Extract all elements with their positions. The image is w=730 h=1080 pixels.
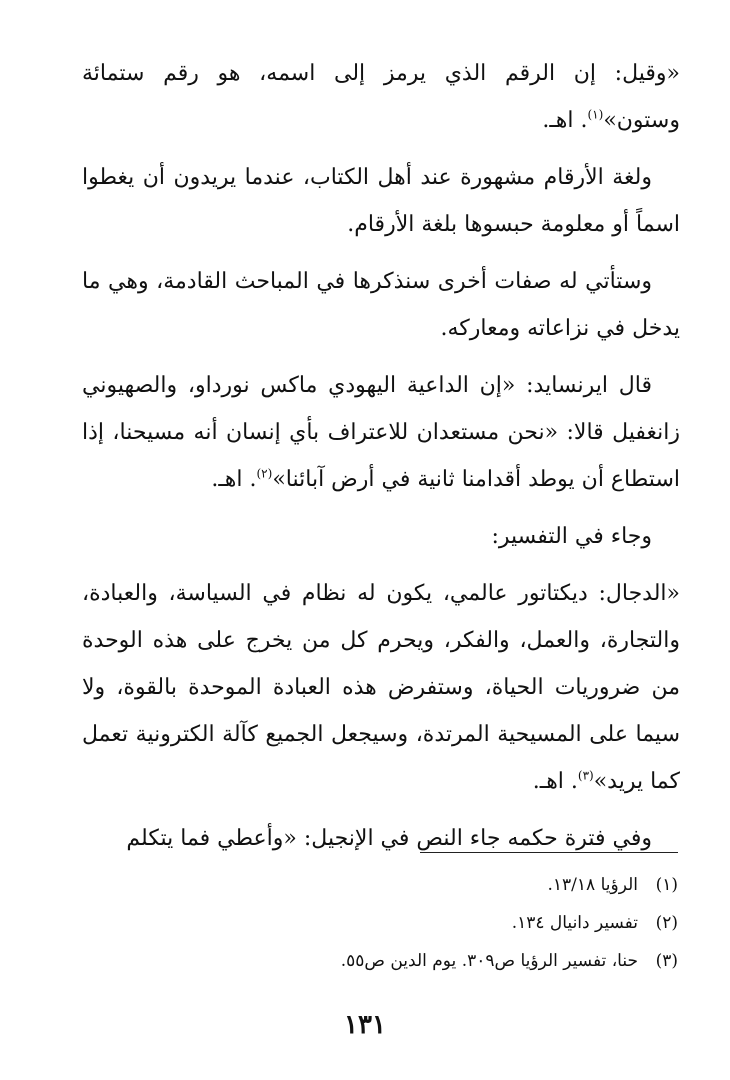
footnote <box>78 904 678 942</box>
paragraph-text-end: . اهـ. <box>211 467 257 492</box>
footnote-divider <box>420 852 678 853</box>
paragraph <box>82 50 680 144</box>
footnote-marker: (٣) <box>577 768 594 783</box>
paragraph-text: وفي فترة حكمه جاء النص في الإنجيل: «وأعطي فما يتكلم <box>126 826 652 851</box>
paragraph <box>82 258 680 352</box>
paragraph-text: «الدجال: ديكتاتور عالمي، يكون له نظام في السياسة، والعبادة، والتجارة، والعمل، والفكر، ويحرم كل من يخرج على هذه الوحدة من ضروريات الحياة، وستفرض هذه العبادة الموحدة بالقوة، ولا سيما على المسيحية المرتدة، وسيجعل الجميع كآلة الكترونية تعمل كما يريد» <box>82 581 680 794</box>
paragraph-text: ولغة الأرقام مشهورة عند أهل الكتاب، عندما يريدون أن يغطوا اسماً أو معلومة حبسوها بلغة الأرقام. <box>82 165 680 237</box>
footnote-number: (١) <box>655 875 678 895</box>
footnote-number: (٣) <box>655 951 678 971</box>
paragraph <box>82 815 680 862</box>
paragraph-text: «وقيل: إن الرقم الذي يرمز إلى اسمه، هو رقم ستمائة وستون» <box>82 61 680 133</box>
paragraph-text-end: . اهـ. <box>542 108 588 133</box>
paragraph-text: وستأتي له صفات أخرى سنذكرها في المباحث القادمة، وهي ما يدخل في نزاعاته ومعاركه. <box>82 269 680 341</box>
paragraph-text: وجاء في التفسير: <box>491 524 652 549</box>
footnote <box>78 866 678 904</box>
footnote-text: تفسير دانيال ١٣٤. <box>511 913 638 933</box>
footnotes <box>78 866 678 980</box>
page-number: ١٣١ <box>344 1010 386 1040</box>
paragraph-text: قال ايرنسايد: «إن الداعية اليهودي ماكس نورداو، والصهيوني زانغفيل قالا: «نحن مستعدان للاعتراف بأي إنسان أنه مسيحنا، إذا استطاع أن يوطد أقدامنا ثانية في أرض آبائنا» <box>82 373 680 492</box>
paragraph <box>82 570 680 805</box>
paragraph <box>82 362 680 503</box>
main-text <box>82 50 680 872</box>
footnote-number: (٢) <box>655 913 678 933</box>
paragraph-text-end: . اهـ. <box>532 769 578 794</box>
paragraph <box>82 513 680 560</box>
footnote-text: حنا، تفسير الرؤيا ص٣٠٩. يوم الدين ص٥٥. <box>340 951 638 971</box>
footnote-marker: (٢) <box>256 466 273 481</box>
paragraph <box>82 154 680 248</box>
footnote-text: الرؤيا ١٣/١٨. <box>547 875 638 895</box>
footnote-marker: (١) <box>587 107 604 122</box>
footnote <box>78 942 678 980</box>
